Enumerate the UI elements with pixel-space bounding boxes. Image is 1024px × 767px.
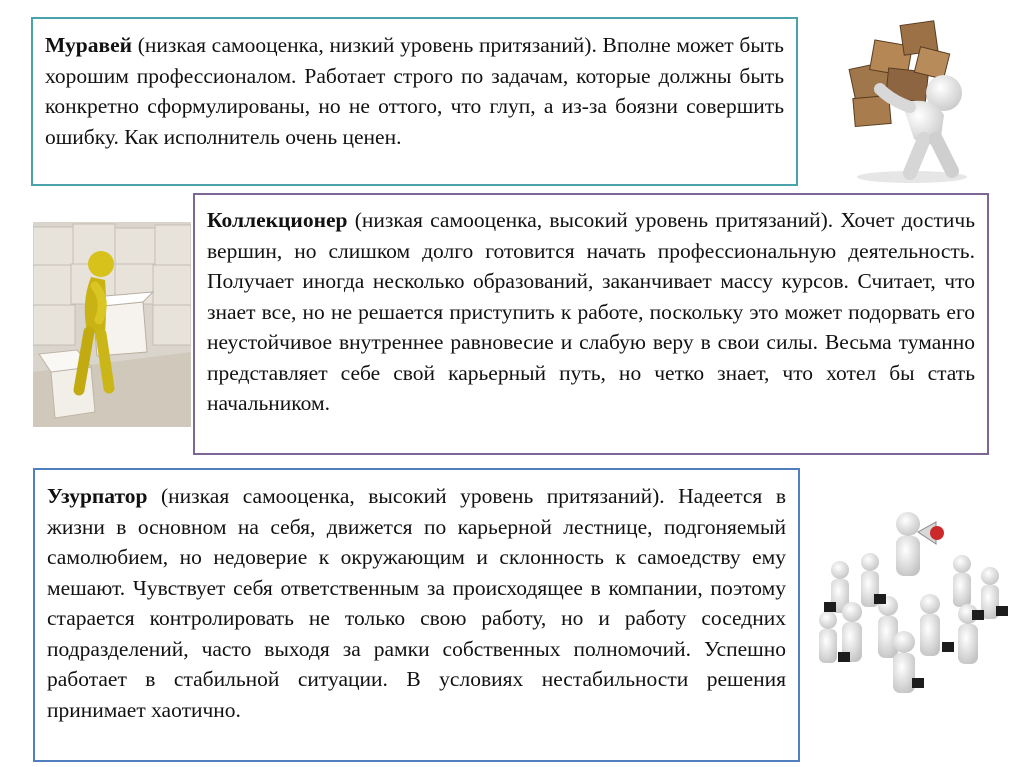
collector-title: Коллекционер — [207, 208, 348, 232]
usurper-title: Узурпатор — [47, 484, 148, 508]
ant-description-box — [31, 17, 798, 186]
ant-title: Муравей — [45, 33, 133, 57]
collector-paragraph — [207, 205, 975, 419]
ant-text: (низкая самооценка, низкий уровень притязаний). Вполне может быть хорошим профессионалом. Работает строго по задачам, которые должны быть конкретно сформулированы, но не оттого, что глуп, а из-за боязни совершить ошибку. Как исполнитель очень ценен. — [45, 33, 784, 149]
usurper-text: (низкая самооценка, высокий уровень притязаний). Надеется в жизни в основном на себя, движется по карьерной лестнице, подгоняемый самолюбием, но недоверие к окружающим и склонность к самоедству ему мешают. Чувствует себя ответственным за происходящее в компании, поэтому старается контролировать не только свою работу, но и работу соседних подразделений, часто выходя за рамки собственных полномочий. Успешно работает в стабильной ситуации. В условиях нестабильности решения принимает хаотично. — [47, 484, 786, 722]
usurper-paragraph — [47, 481, 786, 725]
collector-text: (низкая самооценка, высокий уровень притязаний). Хочет достичь вершин, но слишком долго готовится начать профессиональную деятельность. Получает иногда несколько образований, заканчивает массу курсов. Считает, что знает все, но не решается приступить к работе, поскольку это может подорвать его неустойчивое внутреннее равновесие и слабую веру в свои силы. Весьма туманно представляет себе свой карьерный путь, но четко знает, что хотел бы стать начальником. — [207, 208, 975, 415]
usurper-description-box — [33, 468, 800, 762]
ant-paragraph — [45, 30, 784, 152]
figure-carrying-boxes-icon — [832, 15, 992, 185]
collector-description-box — [193, 193, 989, 455]
figure-with-megaphone-crowd-icon — [812, 502, 1016, 697]
yellow-figure-lifting-box-icon — [33, 222, 191, 427]
